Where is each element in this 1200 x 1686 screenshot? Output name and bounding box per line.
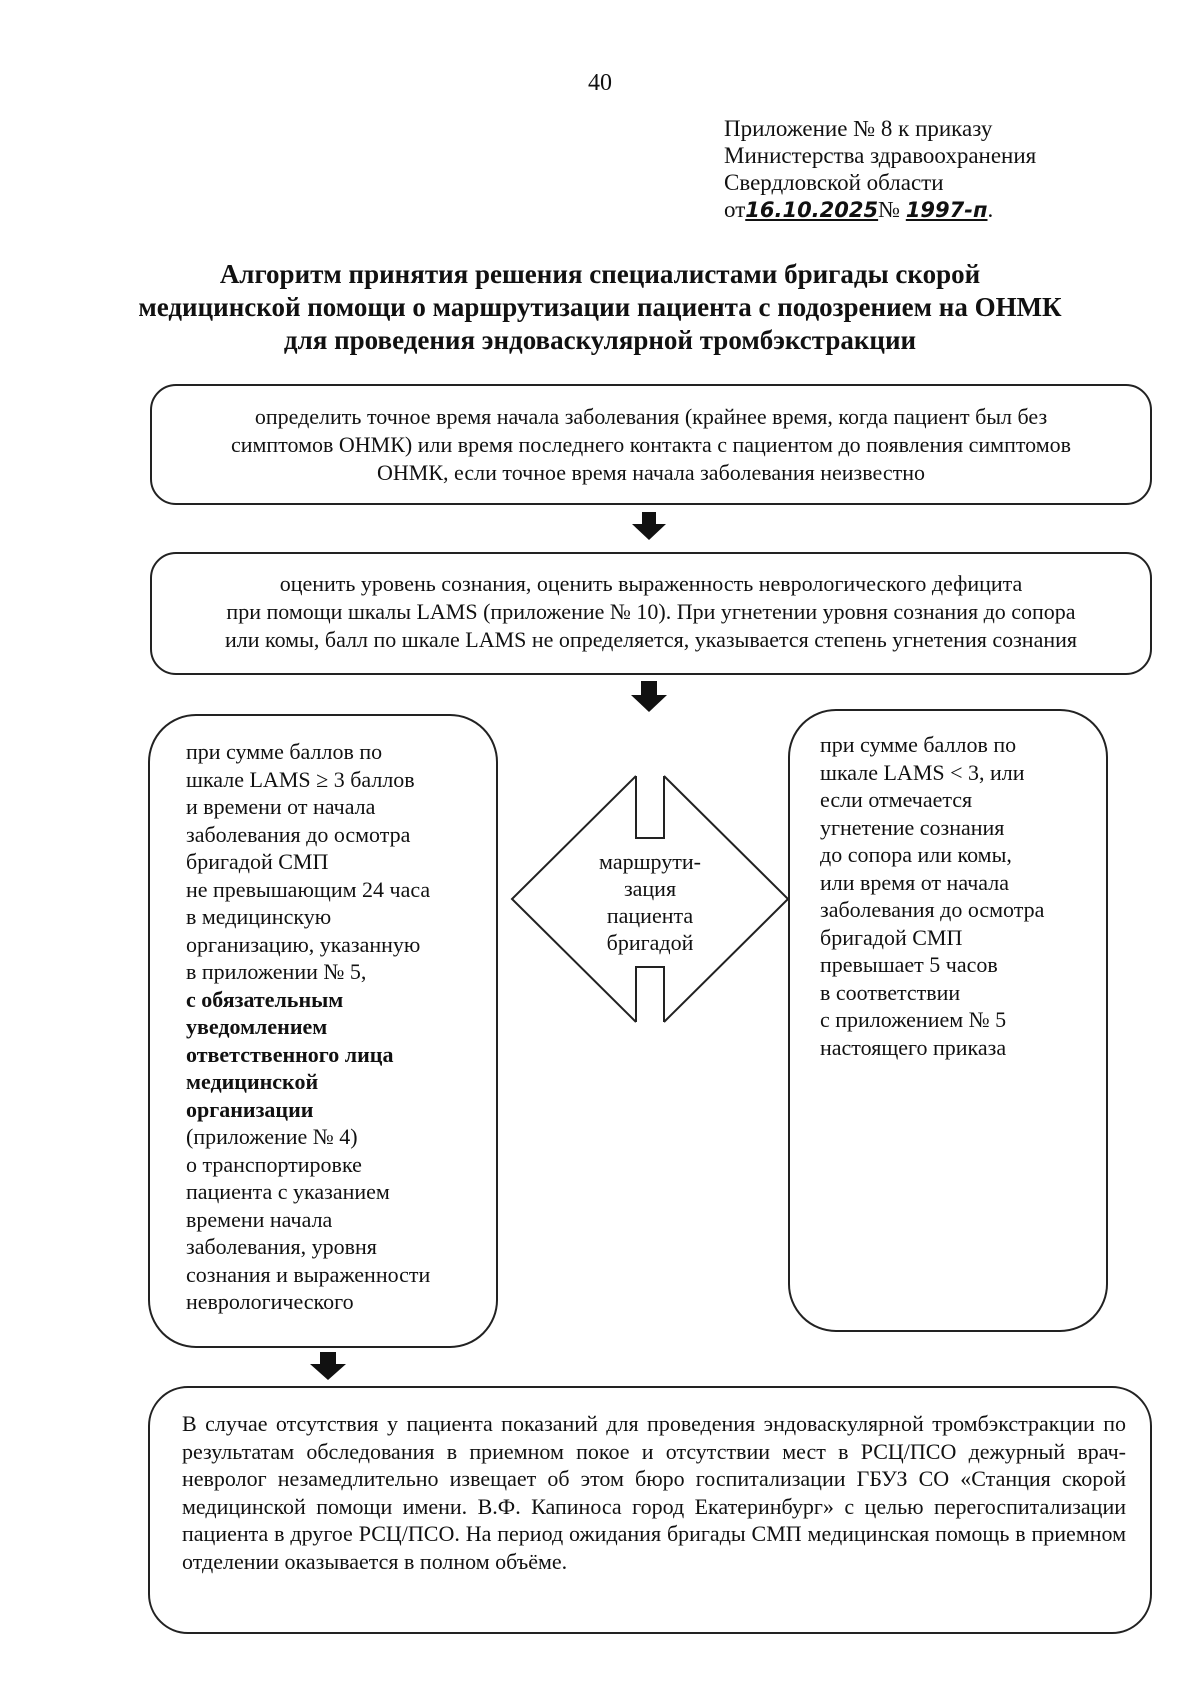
routing-diamond-label — [560, 848, 740, 956]
box-line: организацию, указанную — [186, 931, 421, 957]
box-line: симптомов ОНМК) или время последнего контакта с пациентом до появления симптомов — [230, 432, 1072, 457]
diamond-line: маршрути- — [599, 849, 701, 874]
down-arrow-icon — [632, 512, 666, 540]
handwritten-number: 1997-п — [905, 198, 988, 222]
box-line: сознания и выраженности — [186, 1261, 431, 1287]
box-line: бригадой СМП — [820, 924, 963, 950]
note-text: В случае отсутствия у пациента показаний для проведения эндоваскулярной — [182, 1411, 924, 1436]
box-line: заболевания до осмотра — [820, 897, 1045, 922]
note-paragraph — [182, 1410, 1126, 1575]
box-line: не превышающим 24 часа — [186, 876, 431, 902]
appendix-line: Приложение № 8 к приказу — [724, 116, 993, 141]
box-line-bold: ответственного лица — [186, 1041, 394, 1067]
down-arrow-icon — [631, 681, 667, 712]
box-line: при сумме баллов по — [820, 732, 1017, 757]
box-line: бригадой СМП — [186, 849, 329, 874]
note-text: в РСЦ/ПСО дежурный врач-невролог незамедлительно извещает об этом бюро — [182, 1438, 1126, 1491]
box-line: шкале LAMS < 3, или — [820, 759, 1025, 785]
box-line: пациента с указанием — [186, 1179, 390, 1204]
box-line: времени начала — [186, 1206, 333, 1232]
box-line: шкале LAMS ≥ 3 баллов — [186, 766, 415, 792]
down-arrow-icon — [310, 1352, 346, 1380]
date-prefix: от — [724, 197, 746, 222]
box-line: при помощи шкалы LAMS (приложение № 10). При угнетении уровня сознания до сопора — [226, 599, 1076, 624]
appendix-line: Министерства здравоохранения — [724, 143, 1037, 168]
box-line: в приложении № 5, — [186, 959, 367, 984]
box-line: заболевания до осмотра — [186, 821, 411, 847]
title-line: медицинской помощи о маршрутизации пациента с подозрением на ОНМК — [138, 292, 1062, 322]
note-text: На период ожидания бригады СМП медицинская помощь в приемном отделении оказывается в полном объёме. — [182, 1521, 1127, 1574]
box-line-bold: уведомлением — [186, 1014, 328, 1039]
box-line: с приложением № 5 — [820, 1007, 1007, 1032]
box-line: ОНМК, если точное время начала заболевания неизвестно — [377, 460, 925, 485]
diamond-line: пациента — [606, 903, 694, 928]
diamond-line: зация — [623, 876, 677, 901]
box-line: о транспортировке — [186, 1151, 362, 1177]
page-number: 40 — [588, 70, 612, 96]
diamond-line: бригадой — [606, 930, 694, 955]
box-line-bold: с обязательным — [186, 986, 344, 1012]
box-line: заболевания, уровня — [186, 1234, 377, 1259]
note-text: город Екатеринбург» с целью перегоспитализации пациента в другое РСЦ/ПСО. — [182, 1493, 1127, 1546]
title-line: Алгоритм принятия решения специалистами бригады скорой — [219, 259, 981, 289]
box-line: или время от начала — [820, 869, 1009, 895]
box-line: (приложение № 4) — [186, 1124, 358, 1149]
appendix-date-line: от16.10.2025№ 1997-п. — [724, 197, 994, 222]
box-line: в медицинскую — [186, 904, 332, 929]
box-line: настоящего приказа — [820, 1034, 1007, 1060]
box-line: в соответствии — [820, 979, 961, 1005]
box-line: неврологического — [186, 1289, 354, 1314]
box-line: оценить уровень сознания, оценить выраженность неврологического дефицита — [279, 571, 1023, 596]
box-line: или комы, балл по шкале LAMS не определяется, указывается степень угнетения сознания — [225, 627, 1077, 652]
appendix-line: Свердловской области — [724, 170, 944, 195]
note-text: госпитализации ГБУЗ СО «Станция скорой медицинской помощи имени. В.Ф. Капиноса — [182, 1466, 1127, 1519]
box-line: до сопора или комы, — [820, 842, 1012, 867]
note-text: тромбэкстракции по результатам обследования в приемном покое и отсутствии мест — [182, 1411, 1127, 1464]
hospital-redirect-note-box — [148, 1386, 1152, 1634]
number-prefix: № — [878, 197, 901, 222]
box-line: если отмечается — [820, 787, 973, 812]
title-line: для проведения эндоваскулярной тромбэкстракции — [283, 325, 917, 355]
box-line: угнетение сознания — [820, 814, 1005, 840]
box-line: превышает 5 часов — [820, 952, 998, 977]
box-line-bold: медицинской — [186, 1069, 319, 1094]
box-line: и времени от начала — [186, 794, 376, 819]
box-line-bold: организации — [186, 1096, 314, 1122]
handwritten-date: 16.10.2025 — [745, 198, 879, 222]
box-line: определить точное время начала заболевания (крайнее время, когда пациент был без — [254, 404, 1048, 429]
box-line: при сумме баллов по — [186, 739, 383, 764]
